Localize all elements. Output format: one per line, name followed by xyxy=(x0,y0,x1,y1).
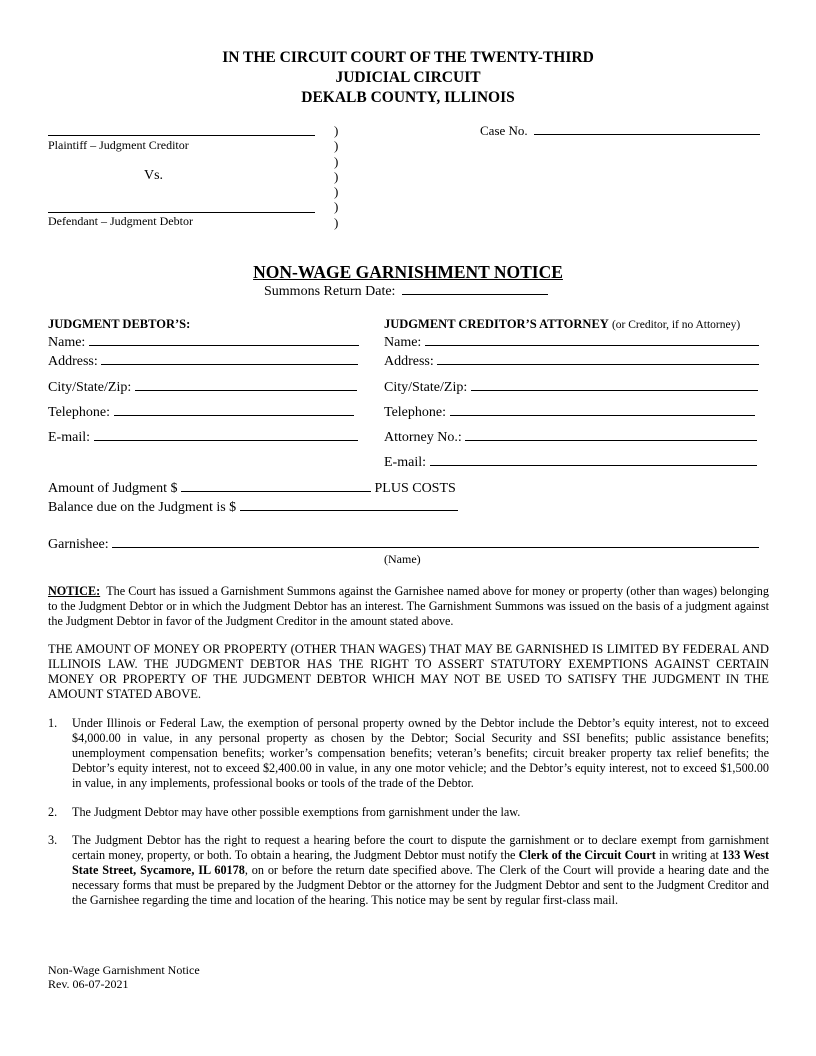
item-3-address: 133 West State Street, Sycamore, IL 60178 xyxy=(72,848,770,877)
notice-paragraph xyxy=(48,584,769,629)
creditor-telephone-field[interactable] xyxy=(450,403,755,416)
item-2-text: The Judgment Debtor may have other possible exemptions from garnishment under the law. xyxy=(72,805,521,819)
item-3-number: 3. xyxy=(48,833,58,847)
item-3-text xyxy=(72,833,769,908)
judgment-amount-label: Amount of Judgment $ xyxy=(48,481,178,496)
debtor-address xyxy=(48,352,358,370)
creditor-city-field[interactable] xyxy=(471,378,758,391)
item-3-part-b: in writing at xyxy=(658,848,719,862)
garnishee-field[interactable] xyxy=(112,535,759,548)
debtor-email-label: E-mail: xyxy=(48,430,90,445)
notice-text: The Court has issued a Garnishment Summons against the Garnishee named above for money or property (other than wages) belonging to the Judgment Debtor or in which the Judgment Debtor has an interest. The Garnishment Summons was issued on the basis of a judgment against the Judgment Debtor in favor of the Judgment Creditor in the amount stated above. xyxy=(48,584,769,628)
creditor-email xyxy=(384,453,757,471)
defendant-line[interactable] xyxy=(48,212,315,213)
creditor-address-field[interactable] xyxy=(437,352,759,365)
balance-due xyxy=(48,498,458,516)
vs-label: Vs. xyxy=(144,168,164,183)
item-3-part-c: , on or before the return date specified above. The Clerk of the Court will provide a hearing date and the necessary forms that must be prepared by the Judgment Debtor or the attorney for the Judgment Debtor and sent to the Judgment Creditor and the Garnishee regarding the time and location of the hearing. This notice may be sent by regular first-class mail. xyxy=(72,863,769,907)
debtor-telephone-label: Telephone: xyxy=(48,405,110,420)
creditor-city-label: City/State/Zip: xyxy=(384,380,468,395)
defendant-label: Defendant – Judgment Debtor xyxy=(48,214,193,228)
summons-label: Summons Return Date: xyxy=(264,284,396,299)
creditor-telephone xyxy=(384,403,755,421)
item-3-part-a: The Judgment Debtor has the right to request a hearing before the court to dispute the garnishment or to declare exempt from garnishment certain money, property, or both. To obtain a hearing, the Judgment Debtor must notify the xyxy=(72,833,769,862)
item-1-number: 1. xyxy=(48,716,58,730)
notice-title-wrap xyxy=(0,262,816,283)
creditor-attorney-label: Attorney No.: xyxy=(384,430,462,445)
balance-due-label: Balance due on the Judgment is $ xyxy=(48,500,237,515)
creditor-attorney-no xyxy=(384,428,757,446)
debtor-heading: JUDGMENT DEBTOR’S: xyxy=(48,317,191,331)
court-line-3: DEKALB COUNTY, ILLINOIS xyxy=(301,89,515,106)
court-line-1: IN THE CIRCUIT COURT OF THE TWENTY-THIRD xyxy=(222,49,594,66)
footer xyxy=(48,963,200,991)
debtor-email-field[interactable] xyxy=(94,428,358,441)
creditor-name-label: Name: xyxy=(384,335,422,350)
garnishee xyxy=(48,535,759,553)
case-no-label: Case No. xyxy=(480,123,528,138)
debtor-name-field[interactable] xyxy=(89,333,359,346)
garnishee-label: Garnishee: xyxy=(48,537,109,552)
summons-date-field[interactable] xyxy=(402,282,548,295)
debtor-city xyxy=(48,378,357,396)
plus-costs: PLUS COSTS xyxy=(374,481,456,496)
court-header xyxy=(0,48,816,108)
debtor-email xyxy=(48,428,358,446)
debtor-name-label: Name: xyxy=(48,335,86,350)
judgment-amount xyxy=(48,479,456,497)
judgment-amount-field[interactable] xyxy=(181,479,371,492)
creditor-email-label: E-mail: xyxy=(384,455,426,470)
debtor-address-label: Address: xyxy=(48,354,98,369)
caption-parens: ) ) ) ) ) ) ) xyxy=(334,123,339,230)
item-2-number: 2. xyxy=(48,805,58,819)
creditor-address xyxy=(384,352,759,370)
summons-return xyxy=(264,282,548,300)
debtor-city-label: City/State/Zip: xyxy=(48,380,132,395)
creditor-email-field[interactable] xyxy=(430,453,757,466)
caps-paragraph: THE AMOUNT OF MONEY OR PROPERTY (OTHER THAN WAGES) THAT MAY BE GARNISHED IS LIMITED BY FEDERAL AND ILLINOIS LAW. THE JUDGMENT DEBTOR HAS THE RIGHT TO ASSERT STATUTORY EXEMPTIONS AGAINST CERTAIN MONEY OR PROPERTY OF THE JUDGMENT DEBTOR WHICH MAY NOT BE USED TO SATISFY THE JUDGMENT IN THE AMOUNT STATED ABOVE. xyxy=(48,642,769,701)
creditor-attorney-field[interactable] xyxy=(465,428,757,441)
footer-form-name: Non-Wage Garnishment Notice xyxy=(48,963,200,977)
footer-revision: Rev. 06-07-2021 xyxy=(48,977,129,991)
creditor-address-label: Address: xyxy=(384,354,434,369)
creditor-telephone-label: Telephone: xyxy=(384,405,446,420)
case-no-field[interactable] xyxy=(534,122,760,135)
balance-due-field[interactable] xyxy=(240,498,458,511)
court-line-2: JUDICIAL CIRCUIT xyxy=(335,69,481,86)
notice-label: NOTICE: xyxy=(48,584,101,598)
creditor-name xyxy=(384,333,759,351)
item-3-clerk: Clerk of the Circuit Court xyxy=(518,848,656,862)
creditor-city xyxy=(384,378,758,396)
item-1-text: Under Illinois or Federal Law, the exemption of personal property owned by the Debtor include the Debtor’s equity interest, not to exceed $4,000.00 in value, in any personal property as chosen by the Debtor; Social Security and SSI benefits; public assistance benefits; unemployment compensation benefits; worker’s compensation benefits; veteran’s benefits; circuit breaker property tax relief benefits; the Debtor’s equity interest, not to exceed $2,400.00 in value, in any one motor vehicle; and the Debtor’s equity interest, not to exceed $1,500.00 in value, in any implements, professional books or tools of the trade of the Debtor. xyxy=(72,716,769,790)
debtor-telephone xyxy=(48,403,354,421)
notice-title: NON-WAGE GARNISHMENT NOTICE xyxy=(253,262,563,282)
plaintiff-label: Plaintiff – Judgment Creditor xyxy=(48,138,189,152)
debtor-name xyxy=(48,333,359,351)
creditor-heading xyxy=(384,317,740,332)
case-no xyxy=(480,122,760,139)
debtor-address-field[interactable] xyxy=(101,352,358,365)
creditor-heading-note: (or Creditor, if no Attorney) xyxy=(611,319,741,331)
garnishee-name-caption: (Name) xyxy=(384,552,421,566)
debtor-city-field[interactable] xyxy=(135,378,357,391)
debtor-telephone-field[interactable] xyxy=(114,403,354,416)
creditor-heading-title: JUDGMENT CREDITOR’S ATTORNEY xyxy=(384,317,609,331)
plaintiff-line[interactable] xyxy=(48,135,315,136)
creditor-name-field[interactable] xyxy=(425,333,759,346)
